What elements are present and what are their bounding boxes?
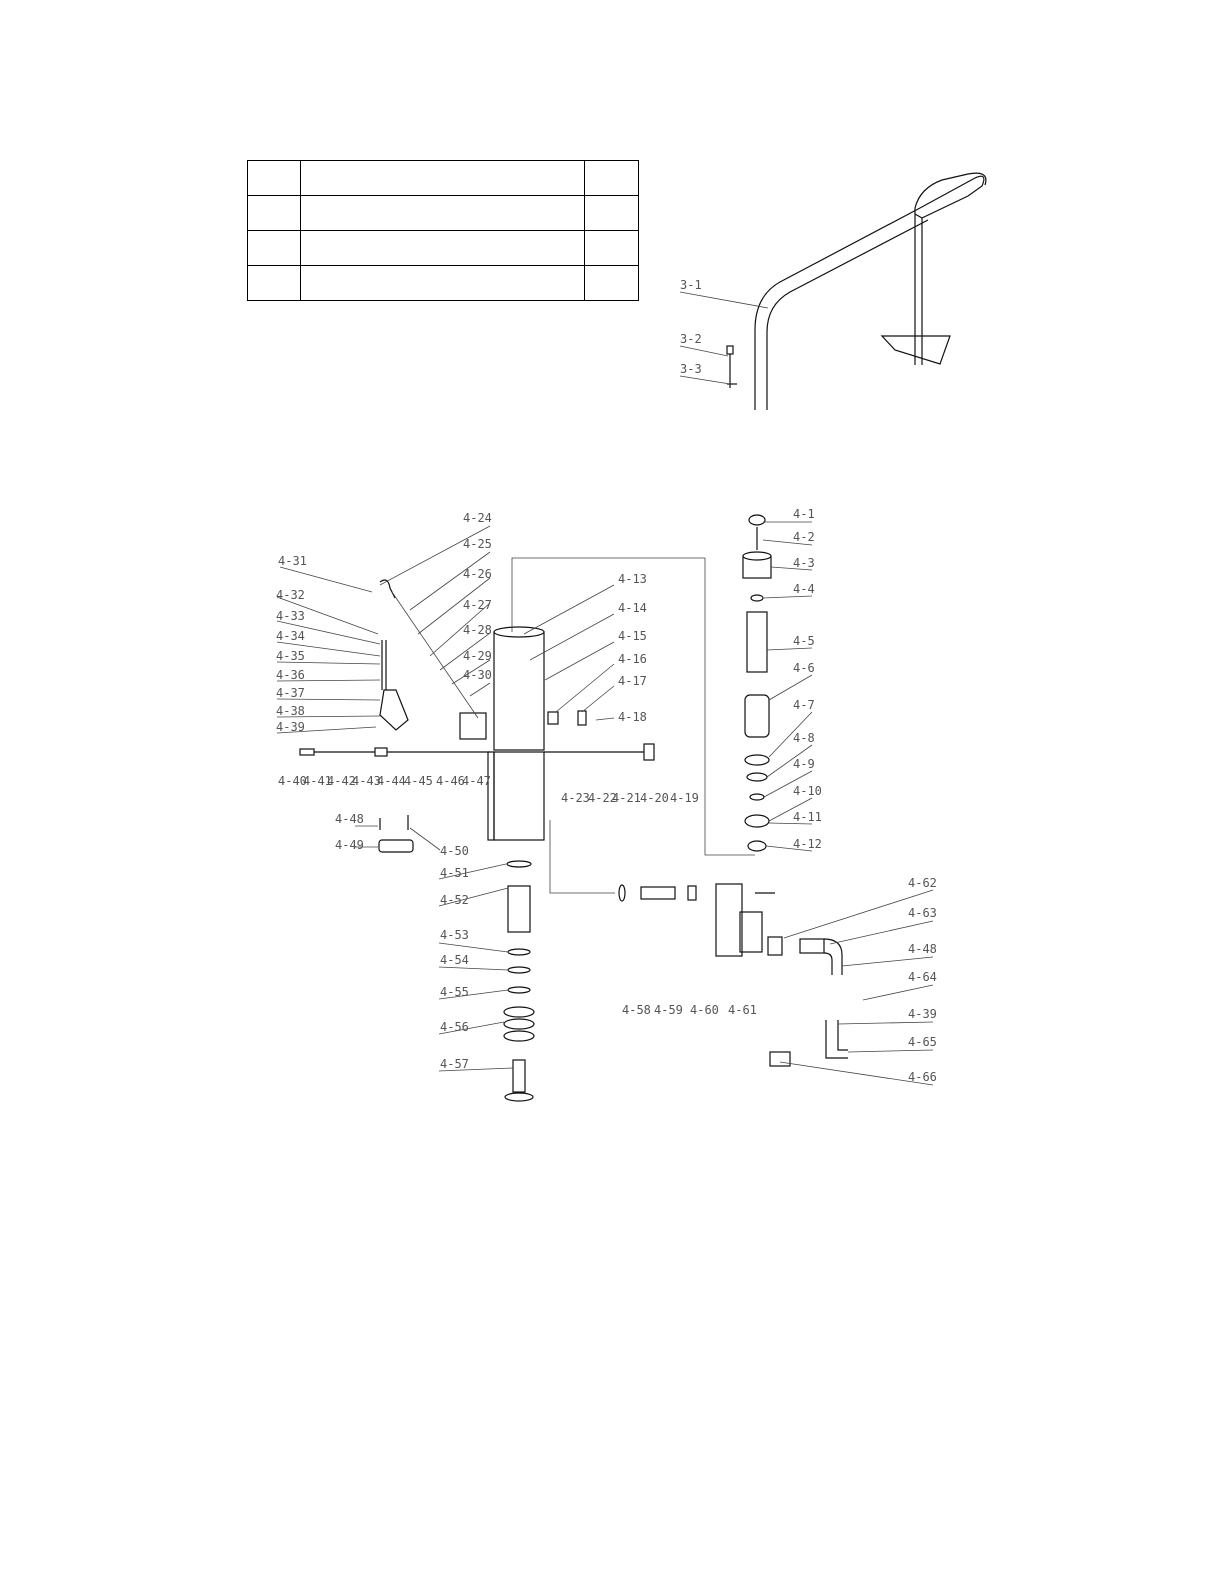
- pump-base: [494, 752, 544, 840]
- label: 4-2: [793, 530, 815, 544]
- label: 4-12: [793, 837, 822, 851]
- label: 4-21: [612, 791, 641, 805]
- labels-lower-right: [908, 876, 937, 1084]
- label: 4-53: [440, 928, 469, 942]
- bolt-head: [727, 346, 733, 354]
- label: 4-56: [440, 1020, 469, 1034]
- label: 4-43: [352, 774, 381, 788]
- labels-mid: [618, 572, 647, 724]
- label: 4-1: [793, 507, 815, 521]
- labels-row-right: [561, 791, 699, 805]
- label: 3-2: [680, 332, 702, 346]
- label: 4-18: [618, 710, 647, 724]
- label: 4-64: [908, 970, 937, 984]
- pump-body: [300, 558, 755, 893]
- label: 4-63: [908, 906, 937, 920]
- label: 4-17: [618, 674, 647, 688]
- label: 4-38: [276, 704, 305, 718]
- label: 4-66: [908, 1070, 937, 1084]
- label: 4-54: [440, 953, 469, 967]
- label: 3-1: [680, 278, 702, 292]
- label: 4-35: [276, 649, 305, 663]
- label: 4-19: [670, 791, 699, 805]
- labels-top: [463, 511, 492, 682]
- label: 4-32: [276, 588, 305, 602]
- label: 4-10: [793, 784, 822, 798]
- label: 4-31: [278, 554, 307, 568]
- label: 4-28: [463, 623, 492, 637]
- label: 4-37: [276, 686, 305, 700]
- label: 4-51: [440, 866, 469, 880]
- lower-right-assembly: [619, 884, 848, 1066]
- label: 4-47: [462, 774, 491, 788]
- label: 4-16: [618, 652, 647, 666]
- base-flange: [488, 752, 494, 840]
- handle-tube: [755, 176, 984, 410]
- label: 4-29: [463, 649, 492, 663]
- label: 4-41: [303, 774, 332, 788]
- foot-plate: [882, 336, 950, 364]
- label: 4-57: [440, 1057, 469, 1071]
- handle-assembly: [680, 173, 986, 410]
- label: 4-6: [793, 661, 815, 675]
- label: 4-13: [618, 572, 647, 586]
- label: 4-42: [327, 774, 356, 788]
- label: 4-46: [436, 774, 465, 788]
- label: 4-58: [622, 1003, 651, 1017]
- main-cylinder: [494, 632, 544, 750]
- handle-loop: [915, 173, 986, 214]
- label: 4-24: [463, 511, 492, 525]
- label: 4-7: [793, 698, 815, 712]
- label: 4-55: [440, 985, 469, 999]
- label: 4-30: [463, 668, 492, 682]
- label: 4-48: [908, 942, 937, 956]
- label: 4-34: [276, 629, 305, 643]
- label: 4-59: [654, 1003, 683, 1017]
- label: 4-9: [793, 757, 815, 771]
- label: 3-3: [680, 362, 702, 376]
- label: 4-14: [618, 601, 647, 615]
- label: 4-62: [908, 876, 937, 890]
- bracket: [460, 713, 486, 739]
- label: 4-25: [463, 537, 492, 551]
- label: 4-49: [335, 838, 364, 852]
- label: 4-45: [404, 774, 433, 788]
- label: 4-26: [463, 567, 492, 581]
- cylinder-top: [494, 627, 544, 637]
- label: 4-20: [640, 791, 669, 805]
- label: 4-36: [276, 668, 305, 682]
- label: 4-15: [618, 629, 647, 643]
- label: 4-3: [793, 556, 815, 570]
- labels-right: [793, 507, 822, 851]
- label: 4-11: [793, 810, 822, 824]
- right-stack: [743, 515, 771, 851]
- label: 4-39: [908, 1007, 937, 1021]
- label: 4-52: [440, 893, 469, 907]
- labels-lower: [622, 1003, 757, 1017]
- label: 4-61: [728, 1003, 757, 1017]
- label: 4-39: [276, 720, 305, 734]
- label: 4-44: [377, 774, 406, 788]
- label: 4-48: [335, 812, 364, 826]
- labels-row: [278, 774, 491, 788]
- label: 4-60: [690, 1003, 719, 1017]
- label: 4-27: [463, 598, 492, 612]
- label: 4-40: [278, 774, 307, 788]
- label: 4-50: [440, 844, 469, 858]
- label: 4-22: [588, 791, 617, 805]
- bottom-stack: [504, 861, 534, 1101]
- label: 4-33: [276, 609, 305, 623]
- label: 4-4: [793, 582, 815, 596]
- label: 4-5: [793, 634, 815, 648]
- label: 4-8: [793, 731, 815, 745]
- label: 4-23: [561, 791, 590, 805]
- label: 4-65: [908, 1035, 937, 1049]
